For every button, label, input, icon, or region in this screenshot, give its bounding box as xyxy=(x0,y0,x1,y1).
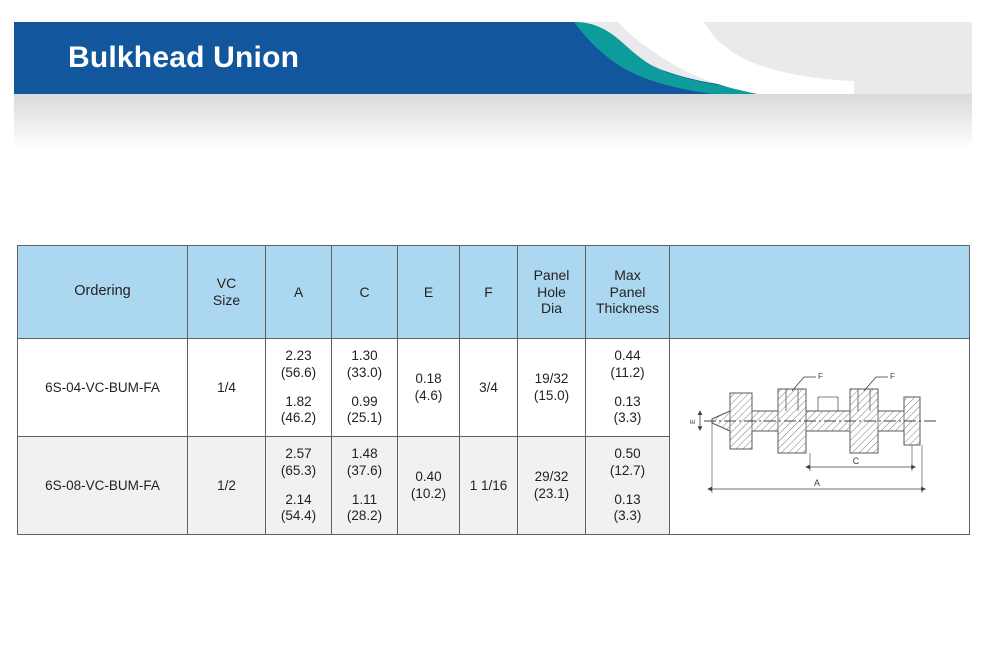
panel-line3: Dia xyxy=(540,300,562,317)
cell-ordering: 6S-08-VC-BUM-FA xyxy=(18,437,188,535)
cell-f: 3/4 xyxy=(460,339,518,437)
column-header-max-panel-thickness xyxy=(586,246,670,339)
banner-gradient-strip xyxy=(14,94,972,149)
table-row xyxy=(18,339,970,437)
cell-max-panel-primary: 0.50 (12.7) xyxy=(609,446,646,478)
cell-c xyxy=(332,437,398,535)
cell-f: 1 1/16 xyxy=(460,437,518,535)
dimension-label-e: E xyxy=(689,418,697,424)
cell-max-panel-secondary: 0.13 (3.3) xyxy=(613,492,642,524)
column-header-c: C xyxy=(332,246,398,339)
dimension-label-c: C xyxy=(852,455,859,466)
cell-c-secondary: 1.11 (28.2) xyxy=(346,492,383,524)
vc-size-line2: Size xyxy=(212,292,241,308)
column-header-a: A xyxy=(266,246,332,339)
column-header-panel-hole-dia xyxy=(518,246,586,339)
cell-c-secondary: 0.99 (25.1) xyxy=(346,394,383,426)
dimension-label-f-right: F xyxy=(889,371,895,381)
max-line1: Max xyxy=(614,267,641,284)
dimension-label-f-left: F xyxy=(817,371,823,381)
page-header-banner xyxy=(14,22,972,94)
cell-a-primary: 2.23 (56.6) xyxy=(280,348,317,380)
dimension-label-a: A xyxy=(813,477,820,488)
cell-vc-size: 1/2 xyxy=(188,437,266,535)
max-line3: Thickness xyxy=(595,300,660,317)
cell-a-primary: 2.57 (65.3) xyxy=(280,446,317,478)
cell-panel-hole-dia: 19/32 (15.0) xyxy=(518,339,586,437)
cell-max-panel-thickness xyxy=(586,437,670,535)
spec-table xyxy=(17,245,970,535)
cell-a-secondary: 2.14 (54.4) xyxy=(280,492,317,524)
page-title: Bulkhead Union xyxy=(68,41,300,74)
cell-c-primary: 1.48 (37.6) xyxy=(346,446,383,478)
column-header-e: E xyxy=(398,246,460,339)
cell-c xyxy=(332,339,398,437)
cell-max-panel-thickness xyxy=(586,339,670,437)
cell-e: 0.18 (4.6) xyxy=(398,339,460,437)
cell-max-panel-secondary: 0.13 (3.3) xyxy=(613,394,642,426)
column-header-f: F xyxy=(460,246,518,339)
cell-a-secondary: 1.82 (46.2) xyxy=(280,394,317,426)
cell-max-panel-primary: 0.44 (11.2) xyxy=(610,348,645,380)
column-header-ordering: Ordering xyxy=(18,246,188,339)
column-header-vc-size xyxy=(188,246,266,339)
panel-line1: Panel xyxy=(533,267,570,284)
cell-vc-size: 1/4 xyxy=(188,339,266,437)
cell-ordering: 6S-04-VC-BUM-FA xyxy=(18,339,188,437)
max-line2: Panel xyxy=(609,283,646,300)
column-header-drawing xyxy=(670,246,970,339)
bulkhead-union-drawing xyxy=(690,367,950,507)
panel-line2: Hole xyxy=(537,283,566,300)
cell-e: 0.40 (10.2) xyxy=(398,437,460,535)
cell-panel-hole-dia: 29/32 (23.1) xyxy=(518,437,586,535)
cell-a xyxy=(266,339,332,437)
product-drawing-cell xyxy=(670,339,970,535)
dimension-e xyxy=(690,415,700,427)
cell-a xyxy=(266,437,332,535)
spec-table-container xyxy=(17,245,969,535)
vc-size-line1: VC xyxy=(216,275,237,292)
table-header-row xyxy=(18,246,970,339)
cell-c-primary: 1.30 (33.0) xyxy=(346,348,383,380)
